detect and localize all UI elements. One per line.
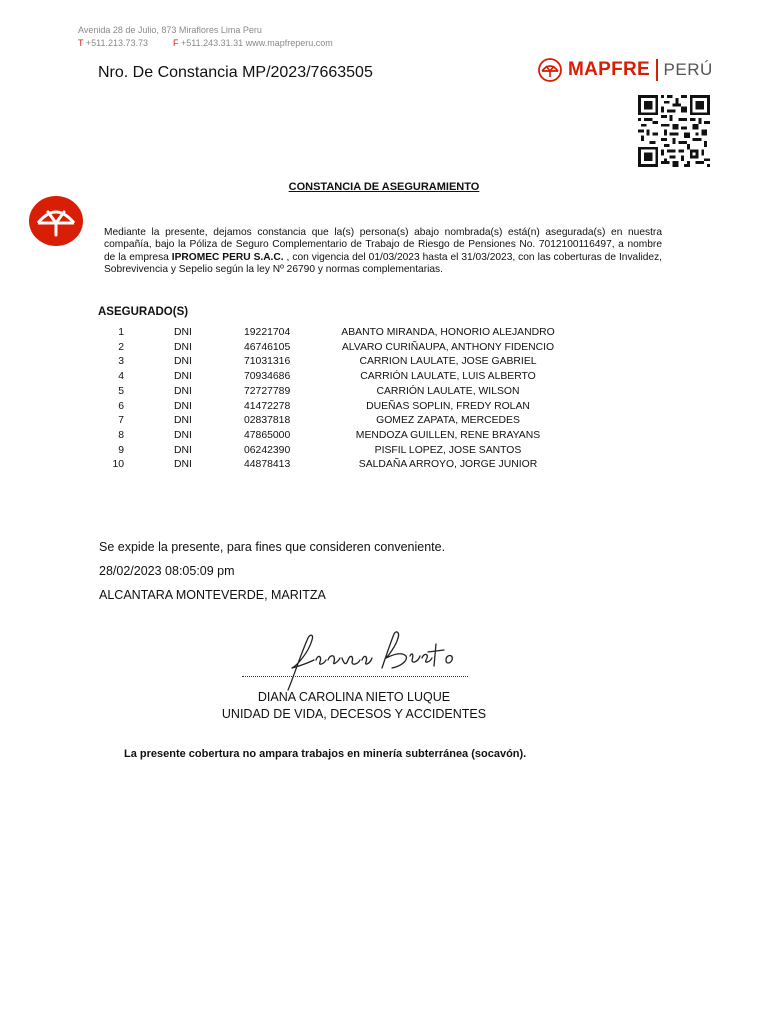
address-line: Avenida 28 de Julio, 873 Miraflores Lima Peru xyxy=(78,25,262,35)
row-number: 2 xyxy=(118,341,124,353)
mapfre-side-emblem-icon xyxy=(28,195,84,247)
insured-name: PISFIL LOPEZ, JOSE SANTOS xyxy=(374,444,522,456)
qr-code xyxy=(638,95,710,167)
issue-datetime: 28/02/2023 08:05:09 pm xyxy=(99,564,235,578)
row-number: 4 xyxy=(118,371,124,383)
document-type: DNI xyxy=(174,429,192,441)
row-number: 8 xyxy=(118,429,124,441)
row-number: 10 xyxy=(112,459,124,471)
document-number: 02837818 xyxy=(244,415,291,427)
row-number: 1 xyxy=(118,327,124,338)
requester-name: ALCANTARA MONTEVERDE, MARITZA xyxy=(99,588,326,602)
company-name: IPROMEC PERU S.A.C. xyxy=(171,251,284,263)
document-heading: CONSTANCIA DE ASEGURAMIENTO xyxy=(288,181,480,193)
contact-line xyxy=(78,37,333,50)
insured-name: CARRIÓN LAULATE, LUIS ALBERTO xyxy=(360,371,536,383)
fax-prefix: F xyxy=(173,38,179,48)
document-type: DNI xyxy=(174,400,192,412)
insured-name: GOMEZ ZAPATA, MERCEDES xyxy=(376,415,520,427)
insured-name: DUEÑAS SOPLIN, FREDY ROLAN xyxy=(366,400,530,412)
table-row xyxy=(0,445,768,459)
insured-name: ABANTO MIRANDA, HONORIO ALEJANDRO xyxy=(341,327,555,338)
table-row xyxy=(0,327,768,341)
document-number: 71031316 xyxy=(244,356,291,368)
document-number: 06242390 xyxy=(244,444,291,456)
table-row xyxy=(0,342,768,356)
insured-section-title: ASEGURADO(S) xyxy=(98,306,189,318)
insured-name: SALDAÑA ARROYO, JORGE JUNIOR xyxy=(358,459,538,471)
table-row xyxy=(0,415,768,429)
phone-number: +511.213.73.73 xyxy=(85,38,149,48)
mapfre-emblem-icon xyxy=(538,58,562,82)
document-number: 72727789 xyxy=(244,385,291,397)
document-type: DNI xyxy=(174,385,192,397)
signature-line xyxy=(242,676,468,677)
insured-name: CARRION LAULATE, JOSE GABRIEL xyxy=(359,356,537,368)
coverage-note: La presente cobertura no ampara trabajos en minería subterránea (socavón). xyxy=(124,748,527,760)
certificate-paragraph xyxy=(104,227,662,276)
row-number: 7 xyxy=(118,415,124,427)
table-row xyxy=(0,459,768,473)
brand-name: MAPFRE xyxy=(568,59,651,80)
document-type: DNI xyxy=(174,444,192,456)
document-type: DNI xyxy=(174,415,192,427)
row-number: 9 xyxy=(118,444,124,456)
document-type: DNI xyxy=(174,371,192,383)
document-number: 41472278 xyxy=(244,400,291,412)
fax-and-website: +511.243.31.31 www.mapfreperu.com xyxy=(181,38,333,48)
document-number: 46746105 xyxy=(244,341,291,353)
row-number: 3 xyxy=(118,356,124,368)
insured-name: ALVARO CURIÑAUPA, ANTHONY FIDENCIO xyxy=(341,341,555,353)
handwritten-signature xyxy=(270,626,470,692)
paragraph-text-part1: Mediante la presente, dejamos constancia que la(s) persona(s) abajo nombrada(s) está(n) asegurada(s) en nuestra compañía, bajo la Póliza de Seguro Complementario de Trabajo de Riesgo de Pensiones No. 7012100116497, a nombre de la empresa xyxy=(104,227,662,263)
signer-name: DIANA CAROLINA NIETO LUQUE xyxy=(257,690,451,704)
document-type: DNI xyxy=(174,356,192,368)
table-row xyxy=(0,371,768,385)
logo-divider xyxy=(656,59,658,81)
insured-name: CARRIÓN LAULATE, WILSON xyxy=(376,385,520,397)
document-type: DNI xyxy=(174,341,192,353)
paragraph-text-part2: , con vigencia del 01/03/2023 hasta el 31/03/2023, con las coberturas de Invalidez, Sobrevivencia y Sepelio según la ley Nº 26790 y normas complementarias. xyxy=(104,251,662,275)
constancia-number: Nro. De Constancia MP/2023/7663505 xyxy=(98,64,373,81)
table-row xyxy=(0,401,768,415)
issuance-statement: Se expide la presente, para fines que consideren conveniente. xyxy=(99,540,446,554)
document-number: 19221704 xyxy=(244,327,291,338)
document-number: 47865000 xyxy=(244,429,291,441)
row-number: 6 xyxy=(118,400,124,412)
mapfre-logo xyxy=(538,56,713,84)
table-row xyxy=(0,430,768,444)
insured-name: MENDOZA GUILLEN, RENE BRAYANS xyxy=(355,429,541,441)
document-type: DNI xyxy=(174,327,192,338)
document-number: 44878413 xyxy=(244,459,291,471)
phone-prefix: T xyxy=(78,38,84,48)
document-number: 70934686 xyxy=(244,371,291,383)
company-address-block xyxy=(78,24,333,50)
table-row xyxy=(0,386,768,400)
table-row xyxy=(0,356,768,370)
country-name: PERÚ xyxy=(663,60,713,79)
document-type: DNI xyxy=(174,459,192,471)
signer-unit: UNIDAD DE VIDA, DECESOS Y ACCIDENTES xyxy=(221,707,487,721)
row-number: 5 xyxy=(118,385,124,397)
